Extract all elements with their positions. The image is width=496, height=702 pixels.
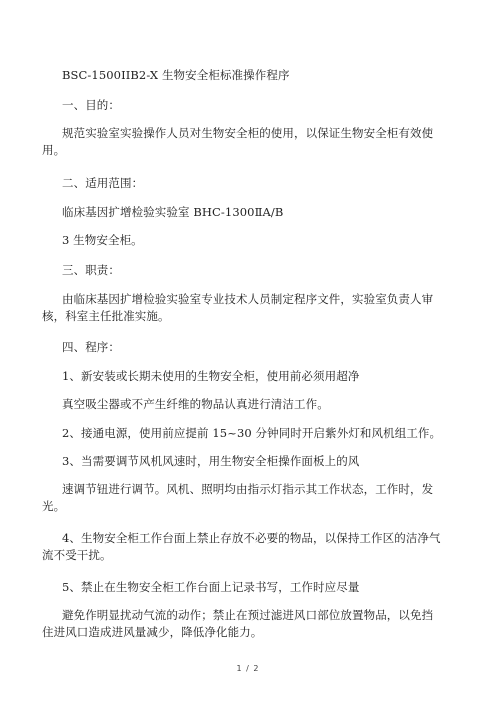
section-scope-line-2: 3 生物安全柜。 xyxy=(62,233,143,247)
section-duty-heading: 三、职责： xyxy=(62,263,120,277)
document-title: BSC-1500IIB2-X 生物安全柜标准操作程序 xyxy=(62,68,290,82)
step-2: 2、接通电源，使用前应提前 15~30 分钟同时开启紫外灯和风机组工作。 xyxy=(62,426,442,440)
section-purpose-body: 规范实验室实验操作人员对生物安全柜的使用，以保证生物安全柜有效使用。 xyxy=(42,126,434,157)
section-purpose-heading: 一、目的： xyxy=(62,98,120,112)
step-5-line-1: 5、禁止在生物安全柜工作台面上记录书写，工作时应尽量 xyxy=(62,580,360,594)
step-5-line-2: 避免作明显扰动气流的动作；禁止在预过滤进风口部位放置物品，以免挡住进风口造成进风量减少，降低净化能力。 xyxy=(42,608,434,639)
step-3-line-1: 3、当需要调节风机风速时，用生物安全柜操作面板上的风 xyxy=(62,454,360,468)
step-3-line-2: 速调节钮进行调节。风机、照明均由指示灯指示其工作状态，工作时，发光。 xyxy=(42,482,434,513)
section-scope-heading: 二、适用范围： xyxy=(62,176,144,190)
page-number: 1 / 2 xyxy=(236,664,260,673)
section-scope-line-1: 临床基因扩增检验实验室 BHC-1300ⅡA/B xyxy=(62,205,284,219)
step-1-line-1: 1、新安装或长期未使用的生物安全柜，使用前必须用超净 xyxy=(62,369,360,383)
section-procedure-heading: 四、程序： xyxy=(62,340,120,354)
step-1-line-2: 真空吸尘器或不产生纤维的物品认真进行清洁工作。 xyxy=(62,397,329,411)
step-4: 4、生物安全柜工作台面上禁止存放不必要的物品，以保持工作区的洁净气流不受干扰。 xyxy=(42,531,441,562)
section-duty-body: 由临床基因扩增检验实验室专业技术人员制定程序文件，实验室负责人审核，科室主任批准实施。 xyxy=(42,292,434,323)
